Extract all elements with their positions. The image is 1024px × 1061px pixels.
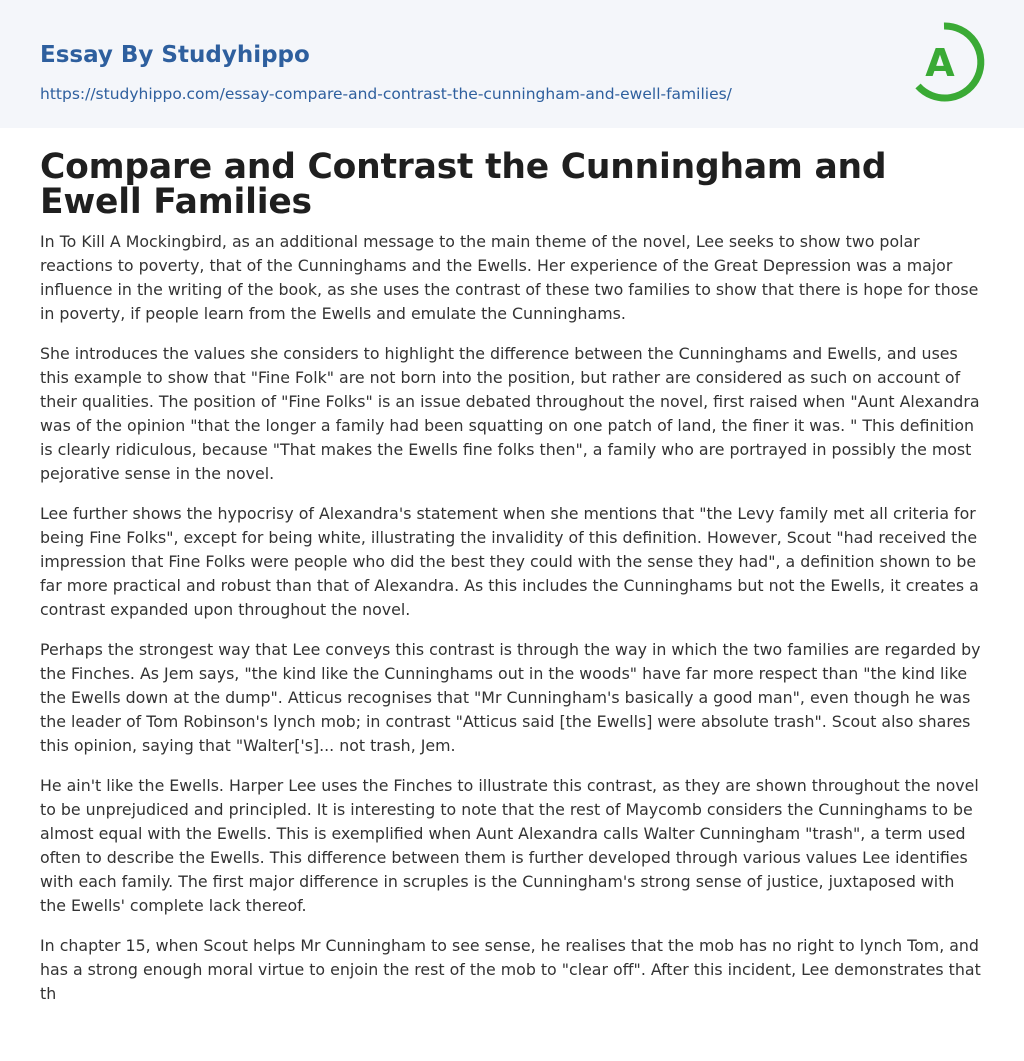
essay-paragraph: Perhaps the strongest way that Lee conveys this contrast is through the way in which the two families are regarded by the Finches. As Jem says, "the kind like the Cunninghams out in the woods" have far more respect than "the kind like the Ewells down at the dump". Atticus recognises that "Mr Cunningham's basically a good man", even though he was the leader of Tom Robinson's lynch mob; in contrast "Atticus said [the Ewells] were absolute trash". Scout also shares this opinion, saying that "Walter['s]... not trash, Jem. [40,640,981,755]
studyhippo-logo-icon[interactable] [900,18,988,106]
essay-paragraph: She introduces the values she considers to highlight the difference between the Cunninghams and Ewells, and uses this example to show that "Fine Folk" are not born into the position, but rather are considered as such on account of their qualities. The position of "Fine Folks" is an issue debated throughout the novel, first raised when "Aunt Alexandra was of the opinion "that the longer a family had been squatting on one patch of land, the finer it was. " This definition is clearly ridiculous, because "That makes the Ewells fine folks then", a family who are portrayed in possibly the most pejorative sense in the novel. [40,344,980,483]
logo-letter: A [925,41,955,85]
site-title[interactable]: Essay By Studyhippo [40,42,310,68]
essay-paragraph: Lee further shows the hypocrisy of Alexandra's statement when she mentions that "the Levy family met all criteria for being Fine Folks", except for being white, illustrating the invalidity of this definition. However, Scout "had received the impression that Fine Folks were people who did the best they could with the sense they had", a definition shown to be far more practical and robust than that of Alexandra. As this includes the Cunninghams but not the Ewells, it creates a contrast expanded upon throughout the novel. [40,504,979,619]
site-header [0,0,1024,128]
essay-title: Compare and Contrast the Cunningham and Ewell Families [40,147,887,222]
essay-url-link[interactable]: https://studyhippo.com/essay-compare-and-contrast-the-cunningham-and-ewell-families/ [40,85,732,103]
essay-content [0,147,1024,1006]
essay-paragraph: In chapter 15, when Scout helps Mr Cunningham to see sense, he realises that the mob has no right to lynch Tom, and has a strong enough moral virtue to enjoin the rest of the mob to "clear off". After this incident, Lee demonstrates that th [40,936,981,1003]
essay-paragraph: He ain't like the Ewells. Harper Lee uses the Finches to illustrate this contrast, as they are shown throughout the novel to be unprejudiced and principled. It is interesting to note that the rest of Maycomb considers the Cunninghams to be almost equal with the Ewells. This is exemplified when Aunt Alexandra calls Walter Cunningham "trash", a term used often to describe the Ewells. This difference between them is further developed through various values Lee identifies with each family. The first major difference in scruples is the Cunningham's strong sense of justice, juxtaposed with the Ewells' complete lack thereof. [40,776,979,915]
essay-paragraph: In To Kill A Mockingbird, as an additional message to the main theme of the novel, Lee seeks to show two polar reactions to poverty, that of the Cunninghams and the Ewells. Her experience of the Great Depression was a major influence in the writing of the book, as she uses the contrast of these two families to show that there is hope for those in poverty, if people learn from the Ewells and emulate the Cunninghams. [40,232,979,323]
